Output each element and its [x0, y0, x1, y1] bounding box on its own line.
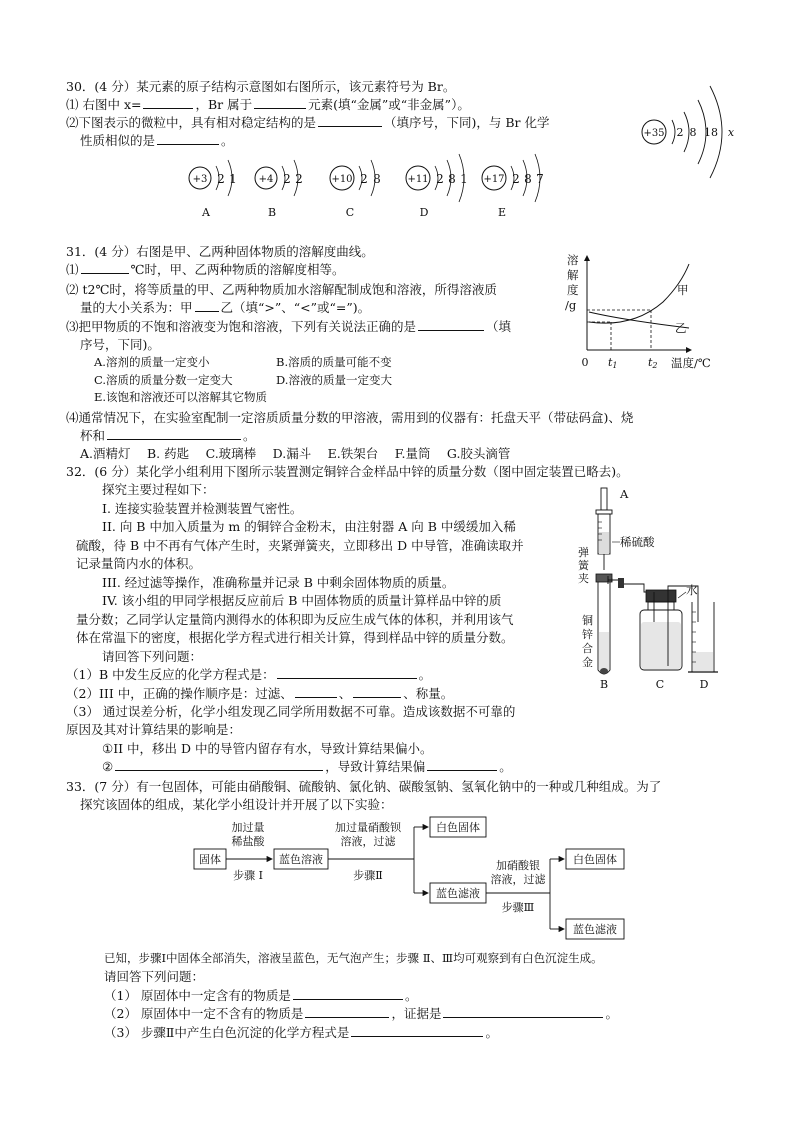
curve-yi-label: 乙	[675, 321, 687, 335]
svg-text:2: 2	[436, 172, 444, 186]
q33-answer-3	[104, 1024, 498, 1041]
q33-a2-text-a: （2） 原固体中一定不含有的物质是	[104, 1006, 304, 1021]
step-1-label: 步骤 I	[233, 869, 263, 882]
chart-t1: t1	[608, 356, 618, 370]
label-a: A	[620, 487, 629, 501]
particle-e-label: E	[497, 206, 507, 219]
q33-known: 已知，步骤Ⅰ中固体全部消失，溶液呈蓝色，无气泡产生；步骤 Ⅱ、Ⅲ均可观察到有白色沉淀生成。	[104, 951, 603, 965]
step-3-label: 步骤Ⅲ	[501, 901, 535, 914]
chart-ylabel-2: 解	[567, 268, 579, 282]
q30-question-2	[66, 114, 550, 131]
label-alloy-1: 铜	[582, 614, 593, 627]
reagent-3a: 加硝酸银	[496, 859, 540, 872]
q33-a3-text-b: 。	[485, 1025, 498, 1040]
q32-a2-text-b: 、	[338, 686, 352, 701]
chart-xlabel: 温度/℃	[671, 356, 711, 370]
label-acid: 稀硫酸	[620, 535, 655, 549]
q30-q1-text-a: ⑴ 右图中 x=	[66, 97, 142, 112]
chart-ylabel-3: 度	[567, 283, 579, 297]
tube-b-stopper	[596, 574, 612, 582]
q30-q2-blank-similar[interactable]	[157, 132, 219, 145]
label-c: C	[655, 678, 665, 691]
q33-answer-2	[104, 1005, 618, 1022]
br-shell-arc-1	[672, 120, 675, 144]
q31-q2-text-b: 乙（填“>”、“<”或“=”)。	[220, 300, 371, 315]
q31-question-3-cont: 序号，下同)。	[80, 337, 160, 352]
q31-q4-text-b: 。	[243, 428, 256, 443]
q31-option-d: D.溶液的质量一定变大	[276, 373, 392, 387]
q32-a3-text-f: 。	[499, 759, 512, 774]
q32-a2-text-a: （2）III 中，正确的操作顺序是：过滤、	[66, 686, 293, 701]
br-atom-diagram	[638, 80, 748, 180]
curve-jia	[589, 264, 689, 323]
q33-ask: 请回答下列问题：	[104, 969, 205, 984]
particle-c-label: C	[345, 206, 355, 219]
q32-process: 探究主要过程如下：	[102, 482, 215, 497]
chart-ylabel-4: /g	[565, 298, 577, 312]
q31-option-e: E.该饱和溶液还可以溶解其它物质	[94, 390, 268, 404]
q30-q1-blank-type[interactable]	[254, 96, 306, 109]
box-blue-solution-label: 蓝色溶液	[279, 853, 323, 866]
syringe-plunger	[601, 488, 607, 510]
q30-question-1	[66, 96, 470, 113]
reagent-1b: 稀盐酸	[231, 835, 265, 848]
q31-q3-text-b: （填	[486, 319, 512, 334]
q32-step-4-cont2: 体在常温下的密度，根据化学方程式进行相关计算，得到样品中锌的质量分数。	[76, 630, 514, 645]
label-d: D	[699, 678, 709, 691]
q33-a1-blank[interactable]	[293, 987, 403, 1000]
q31-question-2-cont	[80, 299, 370, 316]
svg-text:2: 2	[295, 172, 303, 186]
br-shell-1-count: 2	[676, 126, 684, 139]
q31-question-2: ⑵ t2℃时，将等质量的甲、乙两种物质加水溶解配制成饱和溶液，所得溶液质	[66, 282, 497, 297]
q32-answer-2	[66, 685, 453, 702]
q33-answer-1	[104, 987, 417, 1004]
q30-q1-text-c: 元素(填“金属”或“非金属”）。	[308, 97, 470, 112]
q32-step-3: III. 经过滤等操作，准确称量并记录 B 中剩余固体物质的质量。	[102, 575, 455, 590]
q31-option-a: A.溶剂的质量一定变小	[94, 355, 210, 369]
q32-a3-circle-2: ②	[102, 759, 114, 774]
label-alloy-3: 合	[582, 642, 593, 655]
label-clamp-1: 弹	[578, 546, 589, 559]
svg-text:1: 1	[460, 172, 468, 186]
reagent-1a: 加过量	[231, 821, 265, 834]
q33-a1-text-b: 。	[404, 988, 418, 1003]
svg-text:+4: +4	[258, 174, 274, 185]
label-clamp-3: 夹	[578, 572, 589, 585]
q30-q2-text-c: 性质相似的是	[80, 133, 156, 148]
q32-a2-blank-2[interactable]	[353, 685, 401, 698]
alloy-powder	[600, 668, 608, 674]
box-blue-filtrate-1-label: 蓝色滤液	[436, 887, 480, 900]
q31-question-4-cont	[80, 427, 256, 444]
q32-heading: 32．(6 分）某化学小组利用下图所示装置测定铜锌合金样品中锌的质量分数（图中固定装置已略去)。	[66, 464, 629, 479]
q32-a1-blank[interactable]	[277, 666, 417, 679]
br-shell-2-count: 8	[689, 126, 697, 139]
q33-a2-blank-evidence[interactable]	[443, 1005, 603, 1018]
br-nucleus-charge: +35	[643, 128, 665, 139]
q32-answer-3-reason-2	[102, 758, 512, 775]
q30-q1-text-b: ，Br 属于	[195, 97, 253, 112]
label-clamp-2: 簧	[578, 559, 589, 572]
particle-c	[330, 160, 381, 219]
particle-d-label: D	[419, 206, 429, 219]
box-solid-label: 固体	[199, 853, 221, 866]
particle-a	[189, 160, 237, 219]
svg-text:2: 2	[512, 172, 520, 186]
q32-step-2-cont1: 硫酸，待 B 中不再有气体产生时，夹紧弹簧夹，立即移出 D 中导管，准确读取并	[76, 538, 524, 553]
q32-a2-blank-1[interactable]	[295, 685, 337, 698]
solubility-chart	[563, 250, 723, 374]
q32-a1-text-b: 。	[418, 667, 432, 682]
label-alloy-4: 金	[582, 656, 593, 669]
br-shell-4-count: x	[727, 126, 735, 139]
particle-d	[406, 154, 468, 219]
svg-text:2: 2	[283, 172, 291, 186]
label-alloy-2: 锌	[582, 628, 593, 641]
q31-q2-text-a: 量的大小关系为：甲	[80, 300, 193, 315]
q30-q2-text-d: 。	[221, 133, 234, 148]
reagent-2a: 加过量硝酸钡	[335, 821, 401, 834]
svg-text:+10: +10	[331, 174, 353, 185]
q32-a3-blank-effect[interactable]	[427, 758, 497, 771]
q31-question-4: ⑷通常情况下，在实验室配制一定溶质质量分数的甲溶液，需用到的仪器有：托盘天平（带砝码盒)、烧	[66, 410, 634, 425]
svg-text:+3: +3	[192, 174, 208, 185]
box-white-solid-1-label: 白色固体	[436, 821, 480, 834]
curve-yi	[589, 312, 689, 328]
q30-q2-text-b: （填序号，下同)，与 Br 化学	[384, 115, 550, 130]
chart-origin: 0	[581, 356, 589, 369]
particle-diagrams	[180, 150, 560, 225]
chart-ylabel-1: 溶	[567, 253, 579, 267]
q31-q2-blank[interactable]	[195, 299, 219, 312]
q32-a1-text-a: （1）B 中发生反应的化学方程式是：	[66, 667, 275, 682]
q31-q4-blank[interactable]	[107, 427, 241, 440]
box-white-solid-2-label: 白色固体	[573, 853, 617, 866]
apparatus-diagram	[574, 482, 724, 692]
q31-option-c: C.溶质的质量分数一定变大	[94, 373, 233, 387]
q33-a3-text-a: （3） 步骤Ⅱ中产生白色沉淀的化学方程式是	[104, 1025, 350, 1040]
q32-step-4-cont1: 量分数；乙同学认定量筒内测得水的体积即为反应生成气体的体积，并利用该气	[76, 612, 514, 627]
q30-heading: 30．(4 分）某元素的原子结构示意图如右图所示，该元素符号为 Br。	[66, 79, 456, 94]
box-blue-filtrate-2-label: 蓝色滤液	[573, 923, 617, 936]
reagent-2b: 溶液，过滤	[340, 835, 396, 848]
q30-q2-text-a: ⑵下图表示的微粒中，具有相对稳定结构的是	[66, 115, 317, 130]
br-shell-arc-2	[684, 112, 689, 152]
q30-q1-blank-x[interactable]	[143, 96, 193, 109]
reagent-3b: 溶液，过滤	[490, 873, 546, 886]
experiment-flowchart	[188, 815, 638, 945]
curve-jia-label: 甲	[677, 283, 689, 297]
q33-a2-text-c: 。	[605, 1006, 618, 1021]
q32-answer-3-reason-1: ①II 中，移出 D 中的导管内留存有水，导致计算结果偏小。	[102, 741, 433, 756]
spring-clamp	[618, 578, 624, 588]
q33-a2-blank-substance[interactable]	[305, 1005, 389, 1018]
q33-heading-cont: 探究该固体的组成，某化学小组设计并开展了以下实验：	[80, 797, 393, 812]
particle-b	[255, 160, 303, 219]
particle-a-label: A	[202, 206, 210, 219]
q32-ask: 请回答下列问题：	[102, 649, 203, 664]
q30-q2-blank-stable[interactable]	[318, 114, 382, 127]
svg-text:8: 8	[524, 172, 532, 186]
q32-answer-1	[66, 666, 431, 683]
q33-a1-text-a: （1） 原固体中一定含有的物质是	[104, 988, 291, 1003]
q31-q1-text-b: ℃时，甲、乙两种物质的溶解度相等。	[130, 262, 345, 277]
label-water: 水	[686, 583, 698, 597]
particle-e	[482, 154, 544, 219]
bottle-c-stopper	[646, 590, 676, 602]
step-2-label: 步骤Ⅱ	[353, 869, 383, 882]
q32-a2-text-c: 、称量。	[403, 686, 454, 701]
q31-option-b: B.溶质的质量可能不变	[276, 355, 392, 369]
q31-question-1	[66, 261, 345, 278]
chart-t2: t2	[648, 356, 658, 370]
q31-question-3	[66, 318, 511, 335]
svg-text:7: 7	[536, 172, 544, 186]
q31-q4-text-a: 杯和	[80, 428, 106, 443]
q33-a2-text-b: ，证据是	[391, 1006, 442, 1021]
svg-text:8: 8	[448, 172, 456, 186]
svg-text:+17: +17	[483, 174, 505, 185]
q31-heading: 31．(4 分）右图是甲、乙两种固体物质的溶解度曲线。	[66, 244, 374, 259]
q32-answer-3: （3） 通过误差分析，化学小组发现乙同学所用数据不可靠。造成该数据不可靠的	[66, 704, 516, 719]
svg-text:2: 2	[360, 172, 368, 186]
q32-a3-text-e: ，导致计算结果偏	[325, 759, 426, 774]
q31-q1-text-a: ⑴	[66, 262, 79, 277]
q32-a3-blank-reason[interactable]	[115, 758, 323, 771]
q33-heading: 33．(7 分）有一包固体，可能由硝酸铜、硫酸钠、氯化钠、碳酸氢钠、氢氧化钠中的一种或几种组成。为了	[66, 779, 662, 794]
q32-step-2: II. 向 B 中加入质量为 m 的铜锌合金粉末，由注射器 A 向 B 中缓缓加入稀	[102, 519, 516, 534]
q33-a3-blank[interactable]	[351, 1024, 483, 1037]
svg-text:8: 8	[373, 172, 381, 186]
q32-step-1: I. 连接实验装置并检测装置气密性。	[102, 501, 303, 516]
svg-text:+11: +11	[407, 174, 429, 185]
q32-answer-3-cont: 原因及其对计算结果的影响是：	[66, 722, 242, 737]
q31-q1-blank[interactable]	[81, 261, 129, 274]
q31-instruments: A.酒精灯 B. 药匙 C.玻璃棒 D.漏斗 E.铁架台 F.量筒 G.胶头滴管	[80, 446, 511, 461]
br-shell-3-count: 18	[704, 126, 718, 139]
svg-text:2: 2	[217, 172, 225, 186]
q31-q3-text-a: ⑶把甲物质的不饱和溶液变为饱和溶液，下列有关说法正确的是	[66, 319, 417, 334]
q32-step-4: IV. 该小组的甲同学根据反应前后 B 中固体物质的质量计算样品中锌的质	[102, 593, 502, 608]
svg-text:1: 1	[229, 172, 237, 186]
label-b: B	[599, 678, 609, 691]
q30-question-2-cont	[80, 132, 234, 149]
q31-q3-blank[interactable]	[418, 318, 484, 331]
q32-step-2-cont2: 记录量筒内水的体积。	[76, 556, 202, 571]
particle-b-label: B	[267, 206, 277, 219]
